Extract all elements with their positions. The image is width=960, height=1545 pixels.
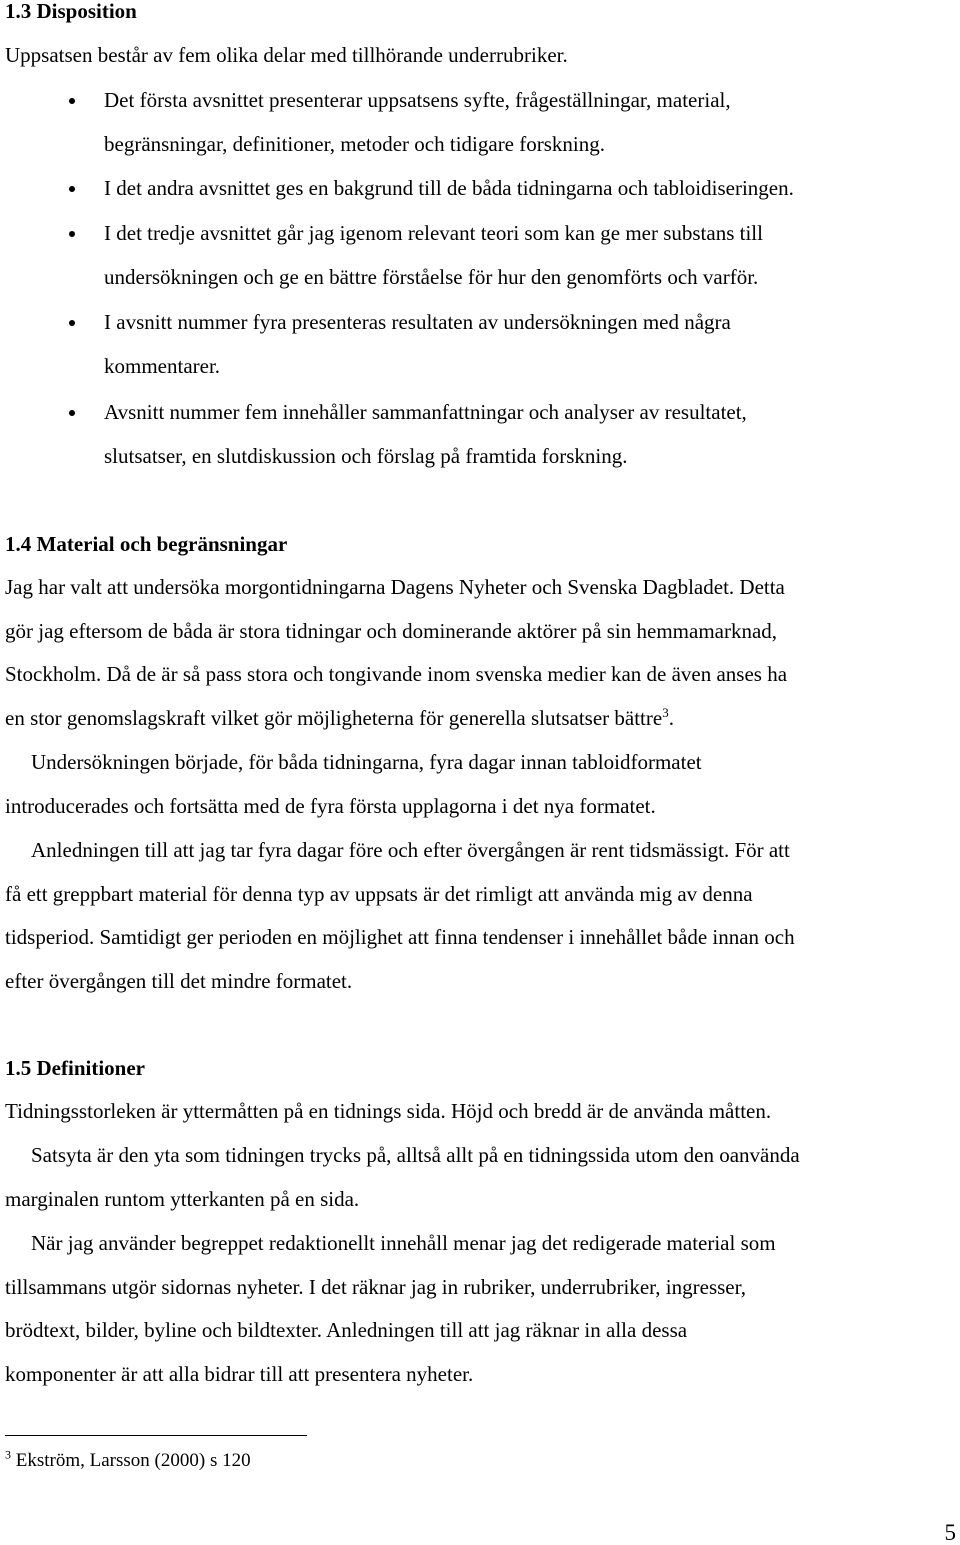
paragraph-line: marginalen runtom ytterkanten på en sida.: [5, 1187, 360, 1211]
footnote: [5, 1447, 251, 1472]
footnote-number: 3: [5, 1447, 11, 1462]
bullet-icon: [69, 98, 75, 104]
paragraph-line: Satsyta är den yta som tidningen trycks på, alltså allt på en tidningssida utom den oanvända: [31, 1143, 800, 1167]
list-item-line: Avsnitt nummer fem innehåller sammanfattningar och analyser av resultatet,: [104, 400, 747, 424]
paragraph-line: Undersökningen började, för båda tidningarna, fyra dagar innan tabloidformatet: [31, 750, 702, 774]
paragraph-line: introducerades och fortsätta med de fyra första upplagorna i det nya formatet.: [5, 794, 656, 818]
paragraph-line: tidsperiod. Samtidigt ger perioden en möjlighet att finna tendenser i innehållet både innan och: [5, 925, 795, 949]
list-item-line: begränsningar, definitioner, metoder och tidigare forskning.: [104, 132, 605, 156]
paragraph-line: Tidningsstorleken är yttermåtten på en tidnings sida. Höjd och bredd är de använda måtten.: [5, 1099, 772, 1123]
bullet-icon: [69, 231, 75, 237]
paragraph-text: en stor genomslagskraft vilket gör möjligheterna för generella slutsatser bättre: [5, 706, 663, 730]
paragraph-line: Anledningen till att jag tar fyra dagar före och efter övergången är rent tidsmässigt. För att: [31, 838, 790, 862]
paragraph-line: Stockholm. Då de är så pass stora och tongivande inom svenska medier kan de även anses ha: [5, 662, 788, 686]
bullet-icon: [69, 320, 75, 326]
section-heading-definitions: 1.5 Definitioner: [5, 1056, 145, 1080]
footnote-reference[interactable]: 3: [662, 705, 669, 720]
paragraph-line: Uppsatsen består av fem olika delar med tillhörande underrubriker.: [5, 43, 568, 67]
paragraph-line: tillsammans utgör sidornas nyheter. I det räknar jag in rubriker, underrubriker, ingresser,: [5, 1275, 747, 1299]
list-item-line: Det första avsnittet presenterar uppsatsens syfte, frågeställningar, material,: [104, 88, 731, 112]
paragraph-line: gör jag eftersom de båda är stora tidningar och dominerande aktörer på sin hemmamarknad,: [5, 619, 778, 643]
section-heading-disposition: 1.3 Disposition: [5, 0, 137, 23]
punctuation: .: [668, 706, 674, 730]
paragraph-line: komponenter är att alla bidrar till att presentera nyheter.: [5, 1362, 474, 1386]
footnote-text: Ekström, Larsson (2000) s 120: [11, 1450, 251, 1471]
page-number: 5: [944, 1520, 956, 1545]
list-item-line: undersökningen och ge en bättre förståelse för hur den genomförts och varför.: [104, 265, 759, 289]
section-heading-material: 1.4 Material och begränsningar: [5, 532, 288, 556]
paragraph-line: efter övergången till det mindre formatet.: [5, 969, 353, 993]
paragraph-line: få ett greppbart material för denna typ av uppsats är det rimligt att använda mig av denna: [5, 882, 753, 906]
list-item-line: I det andra avsnittet ges en bakgrund till de båda tidningarna och tabloidiseringen.: [104, 176, 794, 200]
paragraph-line: När jag använder begreppet redaktionellt innehåll menar jag det redigerade material som: [31, 1231, 776, 1255]
paragraph-line: Jag har valt att undersöka morgontidningarna Dagens Nyheter och Svenska Dagbladet. Detta: [5, 575, 785, 599]
list-item-line: I avsnitt nummer fyra presenteras resultaten av undersökningen med några: [104, 310, 731, 334]
list-item-line: I det tredje avsnittet går jag igenom relevant teori som kan ge mer substans till: [104, 221, 763, 245]
list-item-line: slutsatser, en slutdiskussion och förslag på framtida forskning.: [104, 444, 628, 468]
paragraph-line: [5, 706, 674, 730]
bullet-icon: [69, 186, 75, 192]
paragraph-line: brödtext, bilder, byline och bildtexter. Anledningen till att jag räknar in alla dessa: [5, 1318, 688, 1342]
list-item-line: kommentarer.: [104, 354, 221, 378]
bullet-icon: [69, 410, 75, 416]
footnote-separator: [5, 1435, 307, 1436]
